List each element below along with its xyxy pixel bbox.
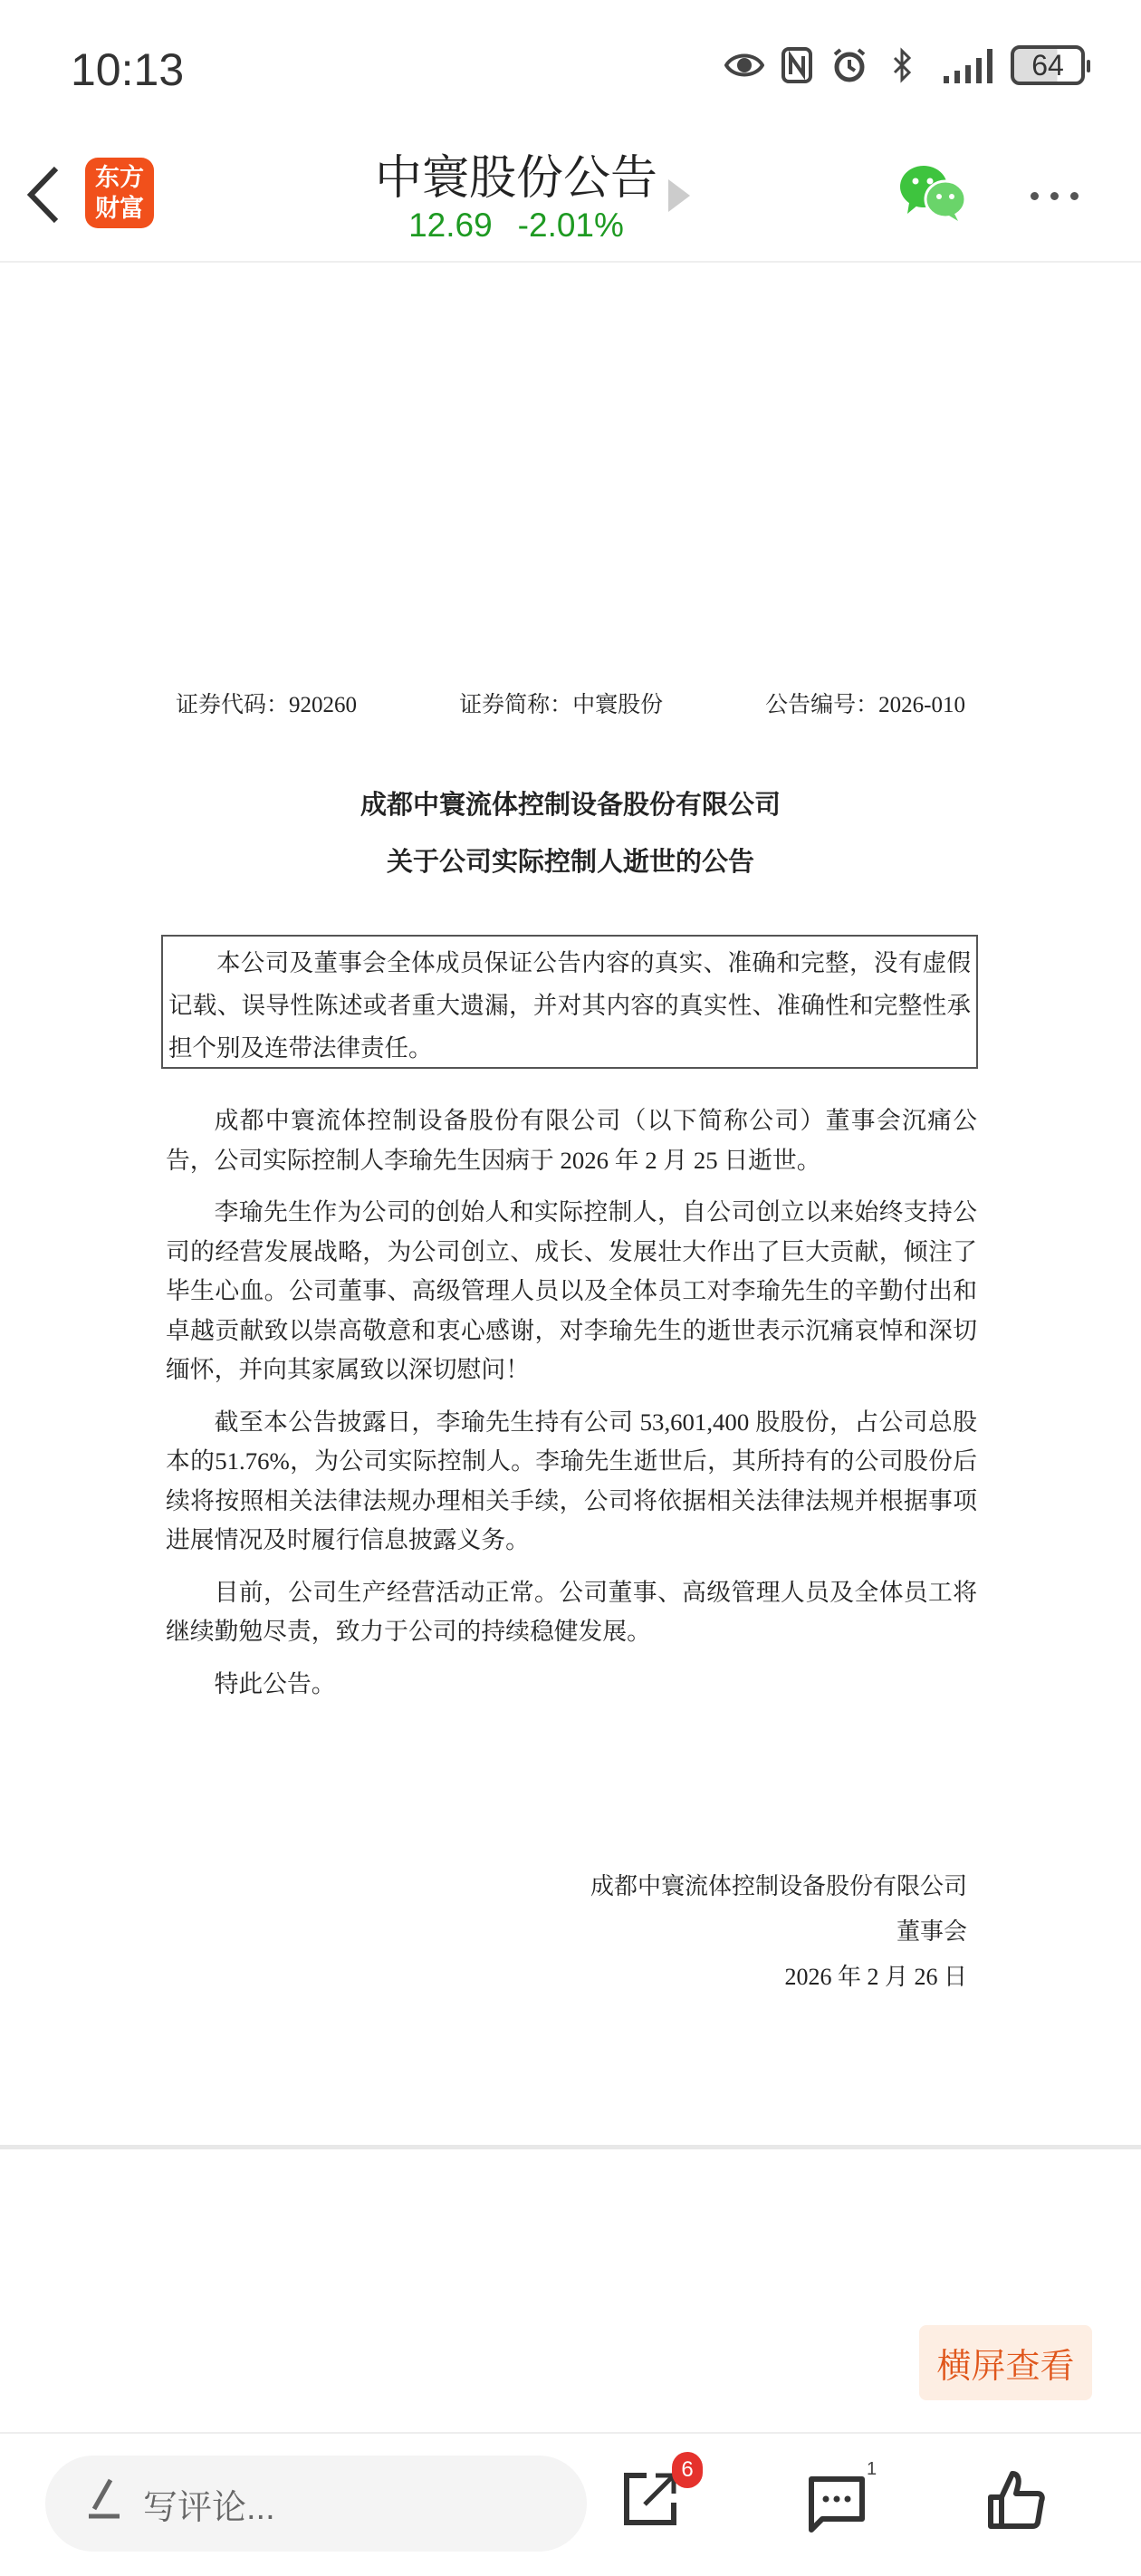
expand-arrow-icon[interactable] (668, 179, 690, 212)
bluetooth-icon (882, 45, 922, 85)
signal-icon (935, 45, 998, 85)
alarm-icon (829, 45, 869, 85)
announcement-number: 公告编号：2026-010 (765, 693, 965, 717)
eye-icon (724, 45, 764, 85)
landscape-view-button[interactable]: 横屏查看 (919, 2325, 1092, 2400)
announcement-title: 关于公司实际控制人逝世的公告 (386, 848, 754, 877)
divider (0, 2145, 1141, 2149)
like-icon[interactable] (987, 2470, 1045, 2534)
paragraph: 截至本公告披露日，李瑜先生持有公司 53,601,400 股股份，占公司总股本的51.76%，为公司实际控制人。李瑜先生逝世后，其所持有的公司股份后续将按照相关法律法规办理相关手续，公司将依据相关法律法规并根据事项进展情况及时履行信息披露义务。 (166, 1408, 977, 1553)
paragraph: 目前，公司生产经营活动正常。公司董事、高级管理人员及全体员工将继续勤勉尽责，致力于公司的持续稳健发展。 (166, 1578, 977, 1645)
signature-date: 2026 年 2 月 26 日 (784, 1964, 967, 1990)
paragraph: 成都中寰流体控制设备股份有限公司（以下简称公司）董事会沉痛公告，公司实际控制人李瑜先生因病于 2026 年 2 月 25 日逝世。 (166, 1107, 977, 1174)
share-icon[interactable] (621, 2470, 679, 2533)
announcement-body (166, 1101, 977, 1704)
company-name-heading: 成都中寰流体控制设备股份有限公司 (360, 791, 781, 820)
comment-count: 1 (867, 2459, 877, 2479)
status-icons (724, 45, 1085, 85)
status-time: 10:13 (71, 44, 185, 95)
comment-input[interactable] (45, 2456, 587, 2552)
stock-change: -2.01% (517, 207, 624, 244)
pencil-icon (87, 2478, 123, 2529)
paragraph: 特此公告。 (214, 1669, 336, 1697)
header (0, 127, 1141, 263)
comments-icon[interactable] (808, 2475, 866, 2538)
more-options-button[interactable] (1031, 192, 1079, 200)
wechat-share-icon[interactable] (898, 163, 967, 227)
signature-board: 董事会 (896, 1918, 967, 1945)
bottom-bar (0, 2432, 1141, 2576)
signature (590, 1864, 967, 2000)
nfc-icon (777, 45, 817, 85)
signature-company: 成都中寰流体控制设备股份有限公司 (590, 1873, 967, 1899)
security-short-name: 证券简称：中寰股份 (459, 693, 664, 717)
share-count-badge: 6 (672, 2452, 703, 2488)
paragraph: 李瑜先生作为公司的创始人和实际控制人，自公司创立以来始终支持公司的经营发展战略，为公司创立、成长、发展壮大作出了巨大贡献，倾注了毕生心血。公司董事、高级管理人员以及全体员工对李瑜先生的辛勤付出和卓越贡献致以崇高敬意和衷心感谢，对李瑜先生的逝世表示沉痛哀悼和深切缅怀，并向其家属致以深切慰问！ (166, 1198, 977, 1383)
announcement-meta (176, 687, 965, 719)
stock-quote[interactable] (0, 207, 996, 245)
page-title: 中寰股份公告 (374, 152, 657, 205)
security-code: 证券代码：920260 (176, 693, 358, 717)
disclaimer-box: 本公司及董事会全体成员保证公告内容的真实、准确和完整，没有虚假记载、误导性陈述或者重大遗漏，并对其内容的真实性、准确性和完整性承担个别及连带法律责任。 (161, 935, 978, 1069)
battery-indicator: 64 (1011, 45, 1085, 85)
logo-text: 财富 (95, 195, 144, 222)
logo-text: 东方 (95, 164, 144, 191)
stock-price: 12.69 (408, 207, 493, 244)
comment-placeholder: 写评论... (143, 2488, 275, 2527)
